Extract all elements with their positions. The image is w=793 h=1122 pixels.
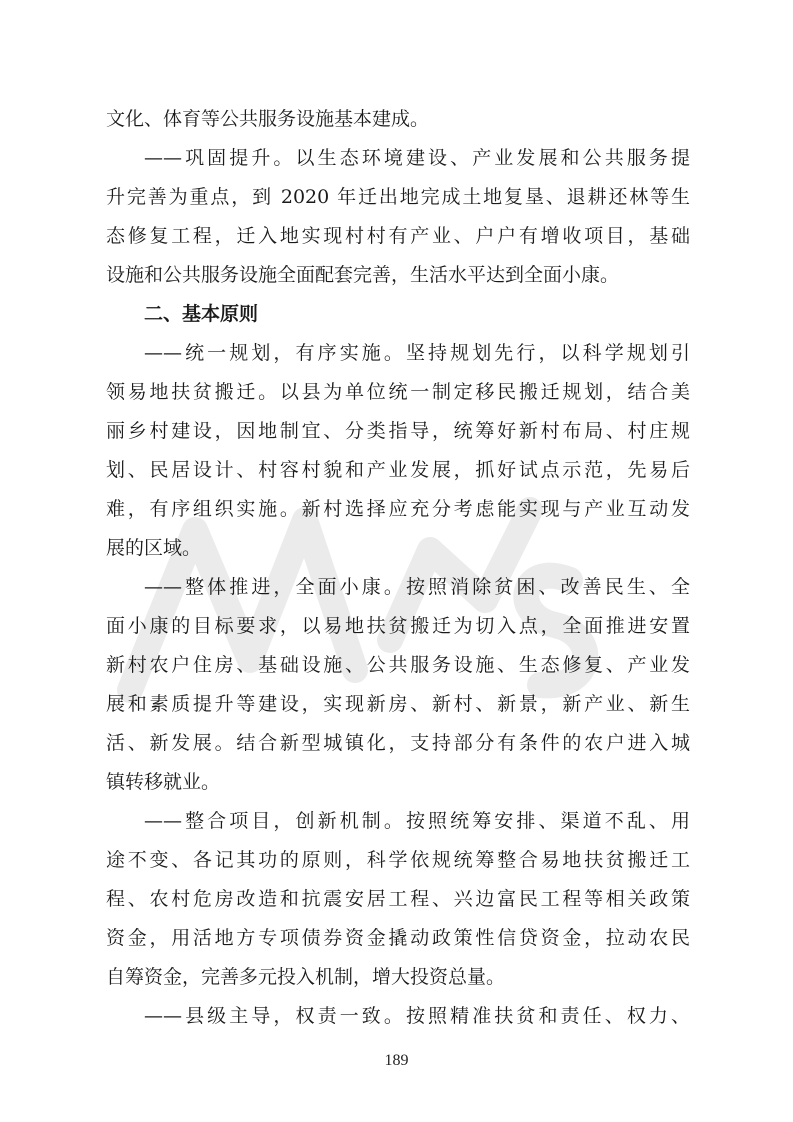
text-line: 难，有序组织实施。新村选择应充分考虑能实现与产业互动发: [106, 498, 690, 520]
page-number: 189: [384, 1052, 409, 1069]
text-line: 划、民居设计、村容村貌和产业发展，抓好试点示范，先易后: [106, 459, 690, 481]
text-line: 活、新发展。结合新型城镇化，支持部分有条件的农户进入城: [106, 732, 690, 754]
text-line: 展的区域。: [106, 537, 202, 559]
text-line: 设施和公共服务设施全面配套完善，生活水平达到全面小康。: [106, 264, 620, 286]
text-line: 升完善为重点，到 2020 年迁出地完成土地复垦、退耕还林等生: [106, 186, 690, 208]
text-line: 镇转移就业。: [106, 771, 221, 793]
text-line: 领易地扶贫搬迁。以县为单位统一制定移民搬迁规划，结合美: [106, 381, 690, 403]
text-line: ——巩固提升。以生态环境建设、产业发展和公共服务提: [144, 147, 690, 169]
text-line: 面小康的目标要求，以易地扶贫搬迁为切入点，全面推进安置: [106, 615, 690, 637]
body-text: [106, 100, 690, 1036]
text-line: 途不变、各记其功的原则，科学依规统筹整合易地扶贫搬迁工: [106, 849, 690, 871]
text-line: 新村农户住房、基础设施、公共服务设施、生态修复、产业发: [106, 654, 690, 676]
text-line: 自筹资金，完善多元投入机制，增大投资总量。: [106, 966, 506, 988]
section-heading: 二、基本原则: [144, 303, 259, 325]
text-line: 资金，用活地方专项债券资金撬动政策性信贷资金，拉动农民: [106, 927, 690, 949]
text-line: 态修复工程，迁入地实现村村有产业、户户有增收项目，基础: [106, 225, 690, 247]
text-line: 丽乡村建设，因地制宜、分类指导，统筹好新村布局、村庄规: [106, 420, 690, 442]
text-line: 文化、体育等公共服务设施基本建成。: [106, 108, 430, 130]
text-line: 展和素质提升等建设，实现新房、新村、新景，新产业、新生: [106, 693, 690, 715]
text-line: 程、农村危房改造和抗震安居工程、兴边富民工程等相关政策: [106, 888, 690, 910]
text-line: ——整体推进，全面小康。按照消除贫困、改善民生、全: [144, 576, 690, 598]
text-line: ——县级主导，权责一致。按照精准扶贫和责任、权力、: [144, 1005, 690, 1027]
text-line: ——统一规划，有序实施。坚持规划先行，以科学规划引: [144, 342, 690, 364]
text-line: ——整合项目，创新机制。按照统筹安排、渠道不乱、用: [144, 810, 690, 832]
